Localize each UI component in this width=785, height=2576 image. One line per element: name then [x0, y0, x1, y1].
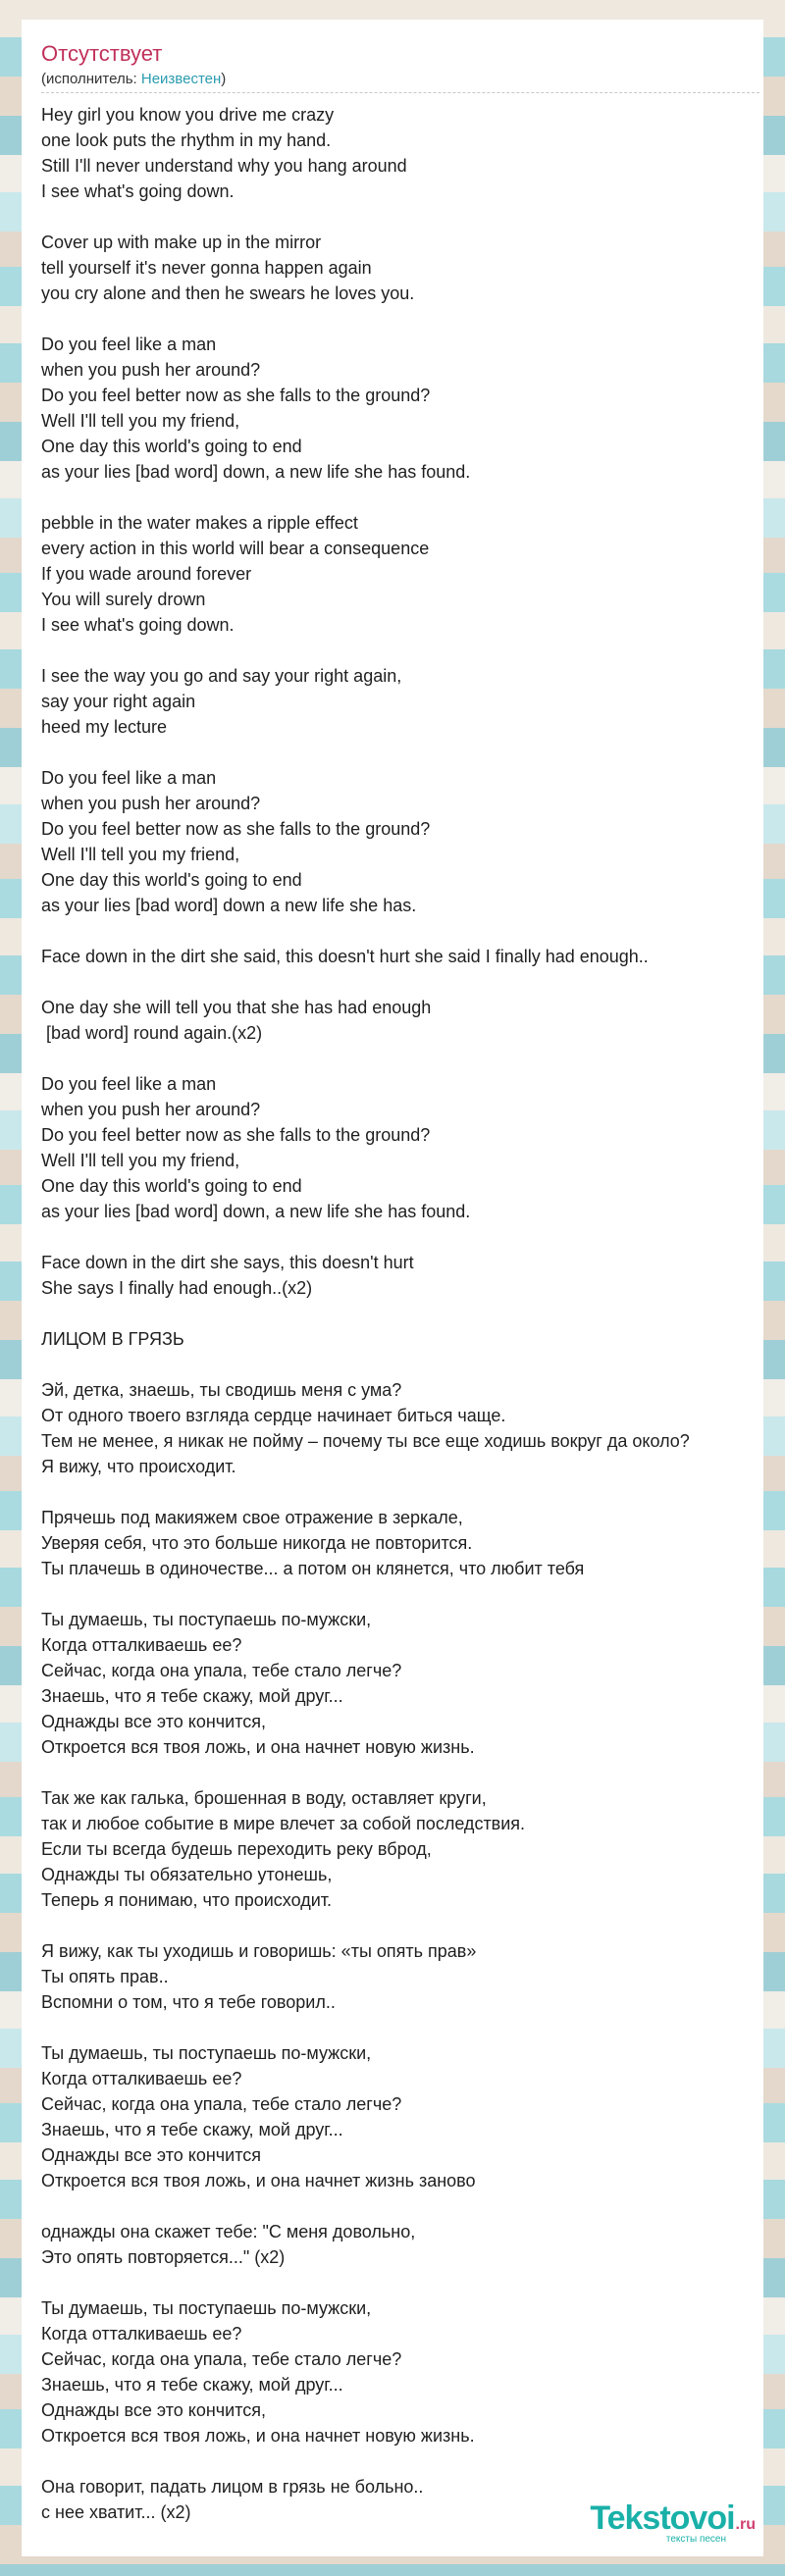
- logo-domain-suffix: .ru: [735, 2516, 756, 2533]
- logo-main-text: Tekstovoi: [590, 2499, 735, 2537]
- artist-suffix: ): [221, 71, 227, 87]
- site-logo[interactable]: [590, 2499, 756, 2545]
- artist-line: [41, 71, 226, 87]
- title-divider: [41, 92, 759, 93]
- lyrics-card: [22, 20, 763, 2556]
- logo-tagline: тексты песен: [665, 2534, 726, 2545]
- lyrics-text: Hey girl you know you drive me crazy one look puts the rhythm in my hand. Still I'll never understand why you hang around I see what's going down. Cover up with make up in the mirror tell yourself it's never gonna happen again you cry alone and then he swears he loves you. Do you feel like a man when you push her around? Do you feel better now as she falls to the ground? Well I'll tell you my friend, One day this world's going to end as your lies [bad word] down, a new life she has found. pebble in the water makes a ripple effect every action in this world will bear a consequence If you wade around forever You will surely drown I see what's going down. I see the way you go and say your right again, say your right again heed my lecture Do you feel like a man when you push her around? Do you feel better now as she falls to the ground? Well I'll tell you my friend, One day this world's going to end as your lies [bad word] down a new life she has. Face down in the dirt she said, this doesn't hurt she said I finally had enough.. One day she will tell you that she has had enough [bad word] round again.(x2) Do you feel like a man when you push her around? Do you feel better now as she falls to the ground? Well I'll tell you my friend, One day this world's going to end as your lies [bad word] down, a new life she has found. Face down in the dirt she says, this doesn't hurt She says I finally had enough..(x2) ЛИЦОМ В ГРЯЗЬ Эй, детка, знаешь, ты сводишь меня с ума? От одного твоего взгляда сердце начинает биться чаще. Тем не менее, я никак не пойму – почему ты все еще ходишь вокруг да около? Я вижу, что происходит. Прячешь под макияжем свое отражение в зеркале, Уверяя себя, что это больше никогда не повторится. Ты плачешь в одиночестве... а потом он клянется, что любит тебя Ты думаешь, ты поступаешь по-мужски, Когда отталкиваешь ее? Сейчас, когда она упала, тебе стало легче? Знаешь, что я тебе скажу, мой друг... Однажды все это кончится, Откроется вся твоя ложь, и она начнет новую жизнь. Так же как галька, брошенная в воду, оставляет круги, так и любое событие в мире влечет за собой последствия. Если ты всегда будешь переходить реку вброд, Однажды ты обязательно утонешь, Теперь я понимаю, что происходит. Я вижу, как ты уходишь и говоришь: «ты опять прав» Ты опять прав.. Вспомни о том, что я тебе говорил.. Ты думаешь, ты поступаешь по-мужски, Когда отталкиваешь ее? Сейчас, когда она упала, тебе стало легче? Знаешь, что я тебе скажу, мой друг... Однажды все это кончится Откроется вся твоя ложь, и она начнет жизнь заново однажды она скажет тебе: "С меня довольно, Это опять повторяется..." (x2) Ты думаешь, ты поступаешь по-мужски, Когда отталкиваешь ее? Сейчас, когда она упала, тебе стало легче? Знаешь, что я тебе скажу, мой друг... Однажды все это кончится, Откроется вся твоя ложь, и она начнет новую жизнь. Она говорит, падать лицом в грязь не больно.. с нее хватит... (x2): [41, 105, 690, 2522]
- song-title: Отсутствует: [41, 41, 163, 66]
- artist-link[interactable]: Неизвестен: [140, 71, 222, 87]
- artist-prefix: (исполнитель:: [41, 71, 141, 87]
